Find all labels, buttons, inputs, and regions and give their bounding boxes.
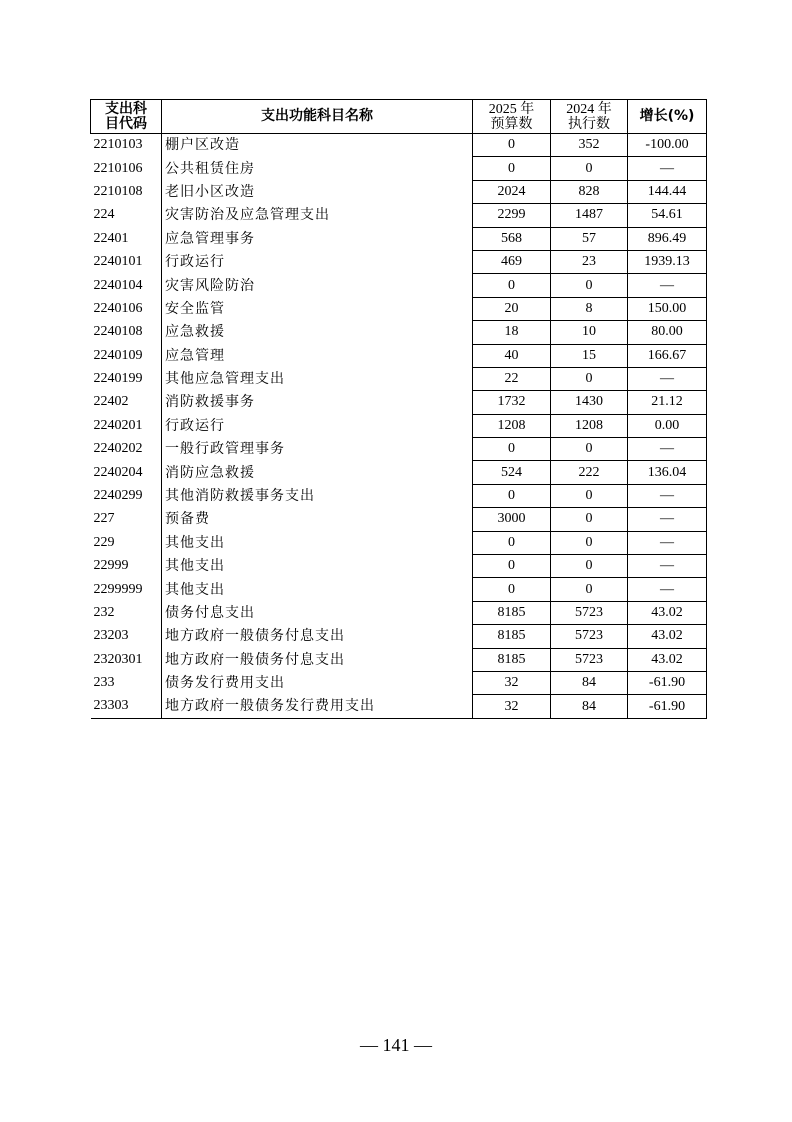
header-growth-percent: 增长(%)	[628, 100, 707, 134]
cell-actual-2024: 222	[551, 461, 628, 484]
cell-subject-name: 其他支出	[165, 558, 225, 575]
cell-actual-2024: 84	[551, 671, 628, 694]
cell-subject-code: 22401	[91, 227, 162, 250]
table-row	[91, 555, 707, 578]
table-row	[91, 578, 707, 601]
cell-actual-2024: 23	[551, 250, 628, 273]
cell-growth-percent: 21.12	[628, 391, 707, 414]
cell-subject-name: 地方政府一般债务发行费用支出	[162, 695, 473, 718]
header-actual-line2: 执行数	[568, 116, 610, 132]
cell-budget-2025: 40	[473, 344, 551, 367]
cell-growth-percent: —	[628, 367, 707, 390]
cell-subject-name: 棚户区改造	[165, 137, 240, 154]
cell-growth-percent: 54.61	[628, 204, 707, 227]
cell-actual-2024: 8	[551, 297, 628, 320]
cell-budget-2025: 0	[473, 531, 551, 554]
table-row	[91, 648, 707, 671]
cell-subject-name: 应急救援	[165, 324, 225, 341]
page-number: — 141 —	[360, 1035, 432, 1055]
cell-budget-2025: 3000	[473, 508, 551, 531]
cell-subject-code: 22402	[91, 391, 162, 414]
cell-subject-code: 2210103	[91, 134, 162, 157]
table-row	[91, 531, 707, 554]
cell-subject-code: 227	[91, 508, 162, 531]
cell-actual-2024: 15	[551, 344, 628, 367]
cell-subject-code: 23303	[91, 695, 162, 718]
cell-budget-2025: 2299	[473, 204, 551, 227]
cell-subject-code: 2299999	[91, 578, 162, 601]
cell-subject-code: 2210106	[91, 157, 162, 180]
cell-actual-2024: 0	[551, 508, 628, 531]
cell-actual-2024: 352	[551, 134, 628, 157]
cell-subject-name: 消防救援事务	[165, 394, 255, 411]
cell-subject-name: 安全监管	[165, 300, 225, 317]
cell-subject-code: 2240204	[91, 461, 162, 484]
cell-subject-code: 2240106	[91, 297, 162, 320]
cell-growth-percent: 166.67	[628, 344, 707, 367]
cell-growth-percent: -100.00	[628, 134, 707, 157]
cell-budget-2025: 0	[473, 134, 551, 157]
cell-growth-percent: —	[628, 274, 707, 297]
cell-growth-percent: —	[628, 484, 707, 507]
cell-growth-percent: 136.04	[628, 461, 707, 484]
table-row	[91, 671, 707, 694]
cell-budget-2025: 0	[473, 438, 551, 461]
table-row	[91, 204, 707, 227]
table-row	[91, 367, 707, 390]
budget-table	[90, 99, 707, 719]
cell-budget-2025: 524	[473, 461, 551, 484]
header-subject-name: 支出功能科目名称	[162, 100, 473, 134]
table-row	[91, 344, 707, 367]
cell-subject-code: 2320301	[91, 648, 162, 671]
cell-subject-code: 22999	[91, 555, 162, 578]
cell-actual-2024: 1430	[551, 391, 628, 414]
cell-growth-percent: 43.02	[628, 648, 707, 671]
cell-subject-name: 地方政府一般债务付息支出	[165, 651, 345, 668]
cell-subject-name: 应急管理事务	[165, 230, 255, 247]
cell-growth-percent: 896.49	[628, 227, 707, 250]
cell-budget-2025: 469	[473, 250, 551, 273]
table-row	[91, 134, 707, 157]
table-row	[91, 391, 707, 414]
header-subject-code-line1: 支出科	[105, 100, 147, 117]
cell-subject-code: 233	[91, 671, 162, 694]
cell-subject-name: 其他应急管理支出	[165, 371, 285, 388]
table-row	[91, 438, 707, 461]
cell-growth-percent: 1939.13	[628, 250, 707, 273]
table-row	[91, 274, 707, 297]
cell-growth-percent: -61.90	[628, 671, 707, 694]
cell-growth-percent: —	[628, 555, 707, 578]
table-row	[91, 484, 707, 507]
cell-budget-2025: 18	[473, 321, 551, 344]
cell-budget-2025: 0	[473, 484, 551, 507]
cell-actual-2024: 0	[551, 531, 628, 554]
table-row	[91, 250, 707, 273]
header-actual-2024	[551, 100, 628, 134]
cell-subject-code: 2240101	[91, 250, 162, 273]
cell-budget-2025: 2024	[473, 180, 551, 203]
cell-subject-code: 2240109	[91, 344, 162, 367]
table-header-row	[91, 100, 707, 134]
cell-growth-percent: —	[628, 578, 707, 601]
cell-actual-2024: 0	[551, 555, 628, 578]
cell-actual-2024: 0	[551, 367, 628, 390]
cell-subject-name: 其他支出	[165, 534, 225, 551]
cell-actual-2024: 84	[551, 695, 628, 718]
cell-subject-code: 232	[91, 601, 162, 624]
table-row	[91, 321, 707, 344]
cell-growth-percent: —	[628, 157, 707, 180]
table-row	[91, 601, 707, 624]
cell-subject-name: 公共租赁住房	[165, 160, 255, 177]
cell-budget-2025: 568	[473, 227, 551, 250]
cell-budget-2025: 1208	[473, 414, 551, 437]
cell-subject-name: 债务发行费用支出	[165, 675, 285, 692]
cell-subject-code: 2240201	[91, 414, 162, 437]
table-row	[91, 297, 707, 320]
header-subject-code-line2: 目代码	[105, 115, 147, 132]
cell-actual-2024: 0	[551, 578, 628, 601]
cell-growth-percent: 43.02	[628, 625, 707, 648]
header-actual-line1: 2024 年	[566, 101, 612, 117]
cell-budget-2025: 8185	[473, 601, 551, 624]
table-row	[91, 695, 707, 718]
header-budget-2025	[473, 100, 551, 134]
cell-actual-2024: 1208	[551, 414, 628, 437]
cell-subject-name: 消防应急救援	[165, 464, 255, 481]
cell-growth-percent: 144.44	[628, 180, 707, 203]
cell-budget-2025: 0	[473, 157, 551, 180]
cell-subject-code: 224	[91, 204, 162, 227]
cell-subject-code: 2240199	[91, 367, 162, 390]
cell-budget-2025: 20	[473, 297, 551, 320]
cell-growth-percent: 43.02	[628, 601, 707, 624]
cell-actual-2024: 828	[551, 180, 628, 203]
table-row	[91, 461, 707, 484]
cell-budget-2025: 8185	[473, 625, 551, 648]
cell-subject-name: 老旧小区改造	[165, 183, 255, 200]
cell-actual-2024: 0	[551, 157, 628, 180]
cell-subject-code: 2240299	[91, 484, 162, 507]
cell-actual-2024: 0	[551, 274, 628, 297]
cell-budget-2025: 8185	[473, 648, 551, 671]
cell-subject-name: 灾害防治及应急管理支出	[165, 207, 330, 224]
table-body	[91, 134, 707, 719]
cell-actual-2024: 5723	[551, 648, 628, 671]
cell-subject-name: 地方政府一般债务付息支出	[165, 628, 345, 645]
table-row	[91, 227, 707, 250]
cell-budget-2025: 22	[473, 367, 551, 390]
cell-growth-percent: 150.00	[628, 297, 707, 320]
cell-actual-2024: 5723	[551, 601, 628, 624]
table-row	[91, 625, 707, 648]
table-row	[91, 508, 707, 531]
cell-subject-name: 灾害风险防治	[165, 277, 255, 294]
cell-budget-2025: 32	[473, 695, 551, 718]
cell-subject-code: 229	[91, 531, 162, 554]
cell-budget-2025: 1732	[473, 391, 551, 414]
cell-subject-name: 其他消防救援事务支出	[165, 488, 315, 505]
cell-budget-2025: 0	[473, 578, 551, 601]
cell-actual-2024: 0	[551, 438, 628, 461]
cell-budget-2025: 0	[473, 555, 551, 578]
cell-subject-name: 预备费	[165, 511, 210, 528]
cell-subject-name: 应急管理	[165, 347, 225, 364]
table-row	[91, 414, 707, 437]
cell-growth-percent: —	[628, 438, 707, 461]
cell-actual-2024: 5723	[551, 625, 628, 648]
header-budget-line2: 预算数	[490, 116, 533, 132]
header-budget-line1: 2025 年	[488, 101, 535, 117]
cell-subject-code: 2240104	[91, 274, 162, 297]
cell-budget-2025: 32	[473, 671, 551, 694]
cell-subject-name: 一般行政管理事务	[165, 441, 285, 458]
table-row	[91, 180, 707, 203]
cell-subject-name: 行政运行	[165, 417, 225, 434]
cell-subject-name: 行政运行	[165, 254, 225, 271]
header-subject-code	[91, 100, 162, 134]
cell-actual-2024: 0	[551, 484, 628, 507]
cell-subject-name: 债务付息支出	[165, 605, 255, 621]
cell-growth-percent: —	[628, 531, 707, 554]
cell-subject-code: 2240108	[91, 321, 162, 344]
cell-budget-2025: 0	[473, 274, 551, 297]
cell-subject-code: 2210108	[91, 180, 162, 203]
cell-actual-2024: 57	[551, 227, 628, 250]
cell-growth-percent: -61.90	[628, 695, 707, 718]
cell-growth-percent: —	[628, 508, 707, 531]
cell-subject-code: 2240202	[91, 438, 162, 461]
cell-growth-percent: 0.00	[628, 414, 707, 437]
cell-growth-percent: 80.00	[628, 321, 707, 344]
cell-subject-name: 其他支出	[165, 581, 225, 598]
cell-actual-2024: 1487	[551, 204, 628, 227]
table-row	[91, 157, 707, 180]
cell-subject-code: 23203	[91, 625, 162, 648]
cell-actual-2024: 10	[551, 321, 628, 344]
